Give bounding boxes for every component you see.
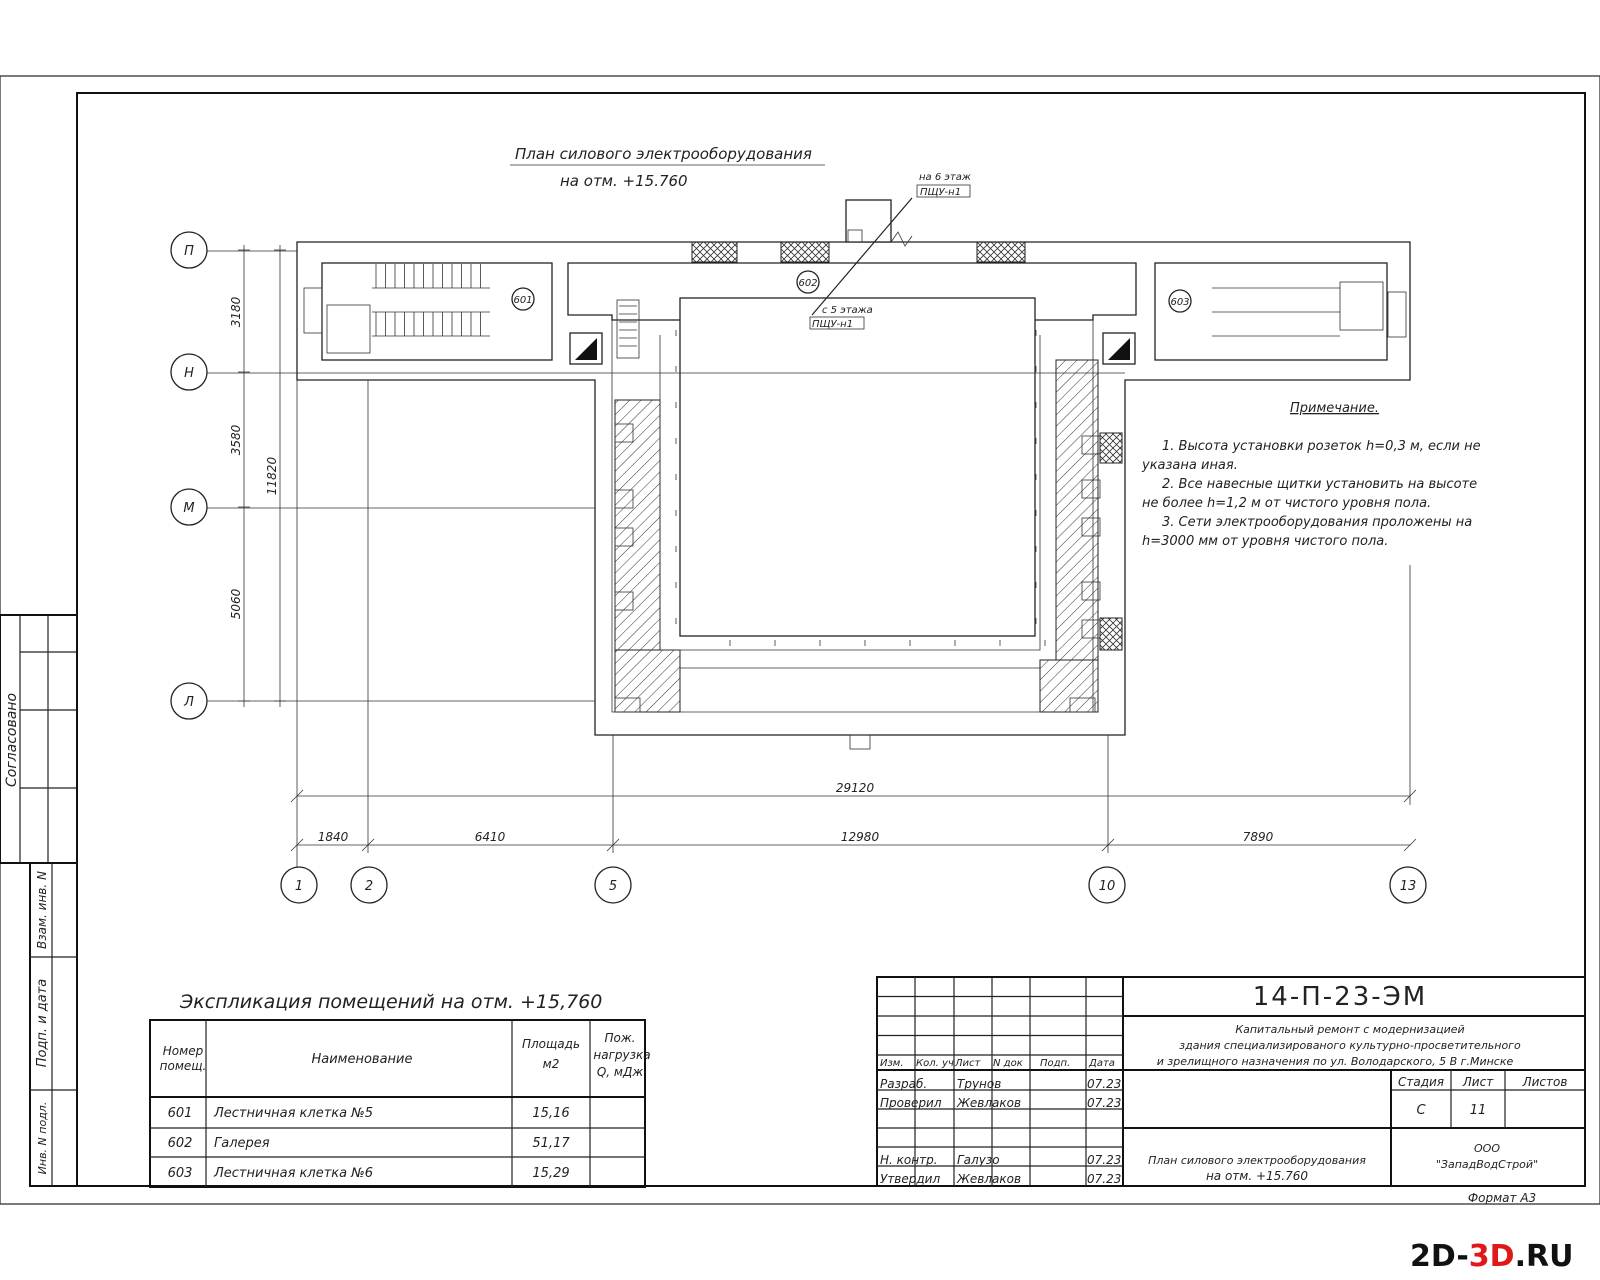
dim-h-6410: 6410	[474, 830, 506, 844]
dim-v-3180: 3180	[229, 296, 243, 328]
watermark-part-3: .RU	[1514, 1239, 1574, 1274]
note-line-4: не более h=1,2 м от чистого уровня пола.	[1142, 496, 1432, 511]
note-line-5: 3. Сети электрооборудования проложены на	[1162, 515, 1473, 530]
explication-title: Экспликация помещений на отм. +15,760	[180, 991, 603, 1013]
axis-col-13: 13	[1399, 879, 1417, 894]
notes	[1141, 401, 1481, 549]
hdr-num-2: помещ.	[159, 1059, 207, 1073]
hdr-ndok: N док	[993, 1058, 1023, 1069]
room-603-label: 603	[1170, 297, 1190, 308]
hdr-fire-2: нагрузка	[593, 1048, 651, 1062]
row-2-name: Галерея	[214, 1136, 270, 1151]
row-3-num: 603	[167, 1166, 193, 1181]
dim-h-7890: 7890	[1242, 830, 1274, 844]
axis-row-m: М	[183, 501, 195, 516]
note-line-2: указана иная.	[1142, 458, 1238, 473]
axis-row-p: П	[184, 244, 194, 259]
org-line-1: ООО	[1474, 1142, 1500, 1155]
stair-room-603	[1155, 263, 1387, 360]
row-3-area: 15,29	[532, 1166, 570, 1181]
hdr-name: Наименование	[311, 1052, 413, 1067]
sheets-label: Листов	[1522, 1075, 1568, 1089]
central-hall	[680, 298, 1035, 636]
sign-date-label: Подп. и дата	[35, 978, 50, 1068]
plan-title: План силового электрооборудования	[515, 145, 812, 163]
sheet-value: 11	[1469, 1103, 1487, 1118]
project-line-1: Капитальный ремонт с модернизацией	[1235, 1023, 1465, 1036]
row-1-name: Лестничная клетка №5	[214, 1106, 374, 1121]
date-1: 07.23	[1087, 1077, 1122, 1091]
inv-podl-label: Инв. N подл.	[36, 1101, 49, 1175]
name-4: Жевлаков	[957, 1172, 1022, 1186]
axis-row-n: Н	[184, 366, 194, 381]
inv-zam-label: Взам. инв. N	[35, 871, 49, 949]
from-floor-5-label: с 5 этажа	[822, 305, 873, 316]
to-floor-6-label: на 6 этаж	[919, 172, 971, 183]
org-line-2: "ЗападВодСтрой"	[1435, 1158, 1539, 1171]
row-2-num: 602	[167, 1136, 193, 1151]
axis-col-1: 1	[294, 879, 304, 894]
dim-h-12980: 12980	[840, 830, 880, 844]
role-3: Н. контр.	[880, 1153, 938, 1167]
dim-h-1840: 1840	[317, 830, 349, 844]
stage-label: Стадия	[1397, 1075, 1445, 1089]
date-4: 07.23	[1087, 1172, 1122, 1186]
role-1: Разраб.	[880, 1077, 928, 1091]
dim-overall: 29120	[835, 781, 875, 795]
axis-col-10: 10	[1098, 879, 1116, 894]
notes-heading: Примечание.	[1290, 401, 1380, 416]
watermark-logo	[1410, 1239, 1573, 1274]
hdr-list: Лист	[955, 1058, 981, 1069]
room-601-label: 601	[513, 295, 533, 306]
room-602-label: 602	[798, 278, 818, 289]
watermark-part-1: 2D-	[1410, 1239, 1469, 1274]
hdr-izm: Изм.	[880, 1058, 904, 1069]
hdr-area-1: Площадь	[521, 1037, 581, 1051]
date-2: 07.23	[1087, 1096, 1122, 1110]
stair-room-601	[322, 263, 552, 360]
hdr-kol: Кол. уч	[916, 1058, 954, 1069]
dim-v-11820: 11820	[265, 456, 279, 496]
column-axes	[281, 853, 1426, 903]
row-1-area: 15,16	[532, 1106, 570, 1121]
svg-text:2D-3D.RU	[1410, 1239, 1573, 1274]
dim-v-5060: 5060	[229, 588, 243, 620]
vertical-dimensions	[229, 245, 286, 707]
hdr-num-1: Номер	[162, 1044, 204, 1058]
row-2-area: 51,17	[532, 1136, 570, 1151]
horizontal-dimensions	[291, 781, 1416, 851]
role-4: Утвердил	[880, 1172, 941, 1186]
panel-code-top: ПЩУ-н1	[920, 187, 962, 198]
axis-col-2: 2	[364, 879, 374, 894]
watermark-part-2: 3D	[1468, 1239, 1515, 1274]
axis-col-5: 5	[608, 879, 618, 894]
hdr-fire-3: Q, мДж	[596, 1065, 644, 1079]
sheet-label: Лист	[1462, 1075, 1494, 1089]
title-block	[877, 977, 1585, 1205]
project-line-3: и зрелищного назначения по ул. Володарского, 5 В г.Минске	[1156, 1055, 1514, 1068]
row-1-num: 601	[167, 1106, 193, 1121]
name-3: Галузо	[957, 1153, 1000, 1167]
format-label: Формат А3	[1467, 1191, 1537, 1205]
panel-code-bottom: ПЩУ-н1	[812, 319, 854, 330]
note-line-3: 2. Все навесные щитки установить на высоте	[1162, 477, 1478, 492]
name-1: Трунов	[957, 1077, 1002, 1091]
row-axes	[171, 232, 207, 719]
stage-value: С	[1416, 1103, 1426, 1118]
hdr-date: Дата	[1089, 1058, 1115, 1069]
project-line-2: здания специализированого культурно-просветительного	[1179, 1039, 1521, 1052]
note-line-1: 1. Высота установки розеток h=0,3 м, если не	[1162, 439, 1481, 454]
explication-table	[150, 991, 651, 1187]
doc-code: 14-П-23-ЭМ	[1252, 982, 1428, 1012]
sheet-title-2: на отм. +15.760	[1205, 1169, 1309, 1183]
role-2: Проверил	[880, 1096, 942, 1110]
agreed-label: Согласовано	[4, 692, 20, 788]
row-3-name: Лестничная клетка №6	[214, 1166, 374, 1181]
hdr-fire-1: Пож.	[604, 1031, 636, 1045]
note-line-6: h=3000 мм от уровня чистого пола.	[1142, 534, 1389, 549]
sheet-title-1: План силового электрооборудования	[1148, 1154, 1366, 1167]
plan-subtitle: на отм. +15.760	[560, 172, 688, 190]
axis-row-l: Л	[184, 695, 194, 710]
hdr-podp: Подп.	[1040, 1058, 1071, 1069]
side-stamp	[0, 615, 77, 1186]
name-2: Жевлаков	[957, 1096, 1022, 1110]
dim-v-3580: 3580	[229, 424, 243, 456]
hdr-area-2: м2	[542, 1057, 560, 1071]
date-3: 07.23	[1087, 1153, 1122, 1167]
